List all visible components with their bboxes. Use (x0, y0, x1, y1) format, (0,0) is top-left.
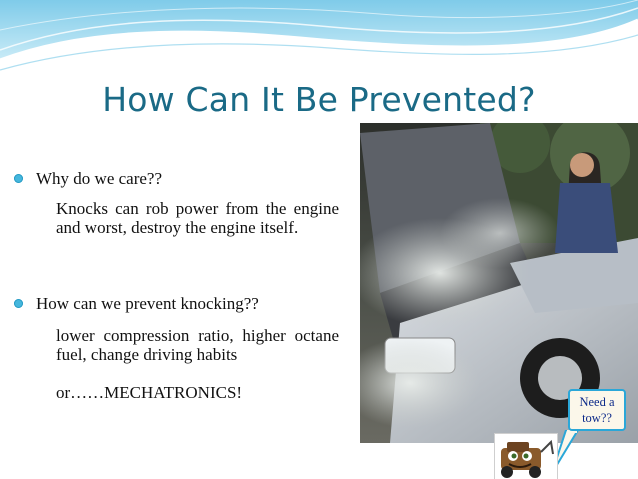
bullet-prevent-knocking (36, 294, 259, 314)
header-wave-decoration (0, 0, 638, 80)
tow-truck-icon (494, 433, 558, 479)
bullet-body: Knocks can rob power from the engine and worst, destroy the engine itself. (56, 199, 339, 237)
bullet-heading: Why do we care?? (36, 169, 163, 188)
callout-line: tow?? (582, 411, 612, 425)
bullet-dot-icon (14, 174, 23, 183)
bullet-body: lower compression ratio, higher octane fuel, change driving habits (56, 326, 339, 364)
bullet-body-tail: or……MECHATRONICS! (56, 383, 243, 402)
callout-line: Need a (579, 395, 615, 409)
speech-callout (568, 389, 626, 431)
bullet-dot-icon (14, 299, 23, 308)
bullet-why-care (36, 169, 162, 189)
bullet-heading: How can we prevent knocking?? (36, 294, 259, 313)
slide-title: How Can It Be Prevented? (102, 80, 536, 119)
